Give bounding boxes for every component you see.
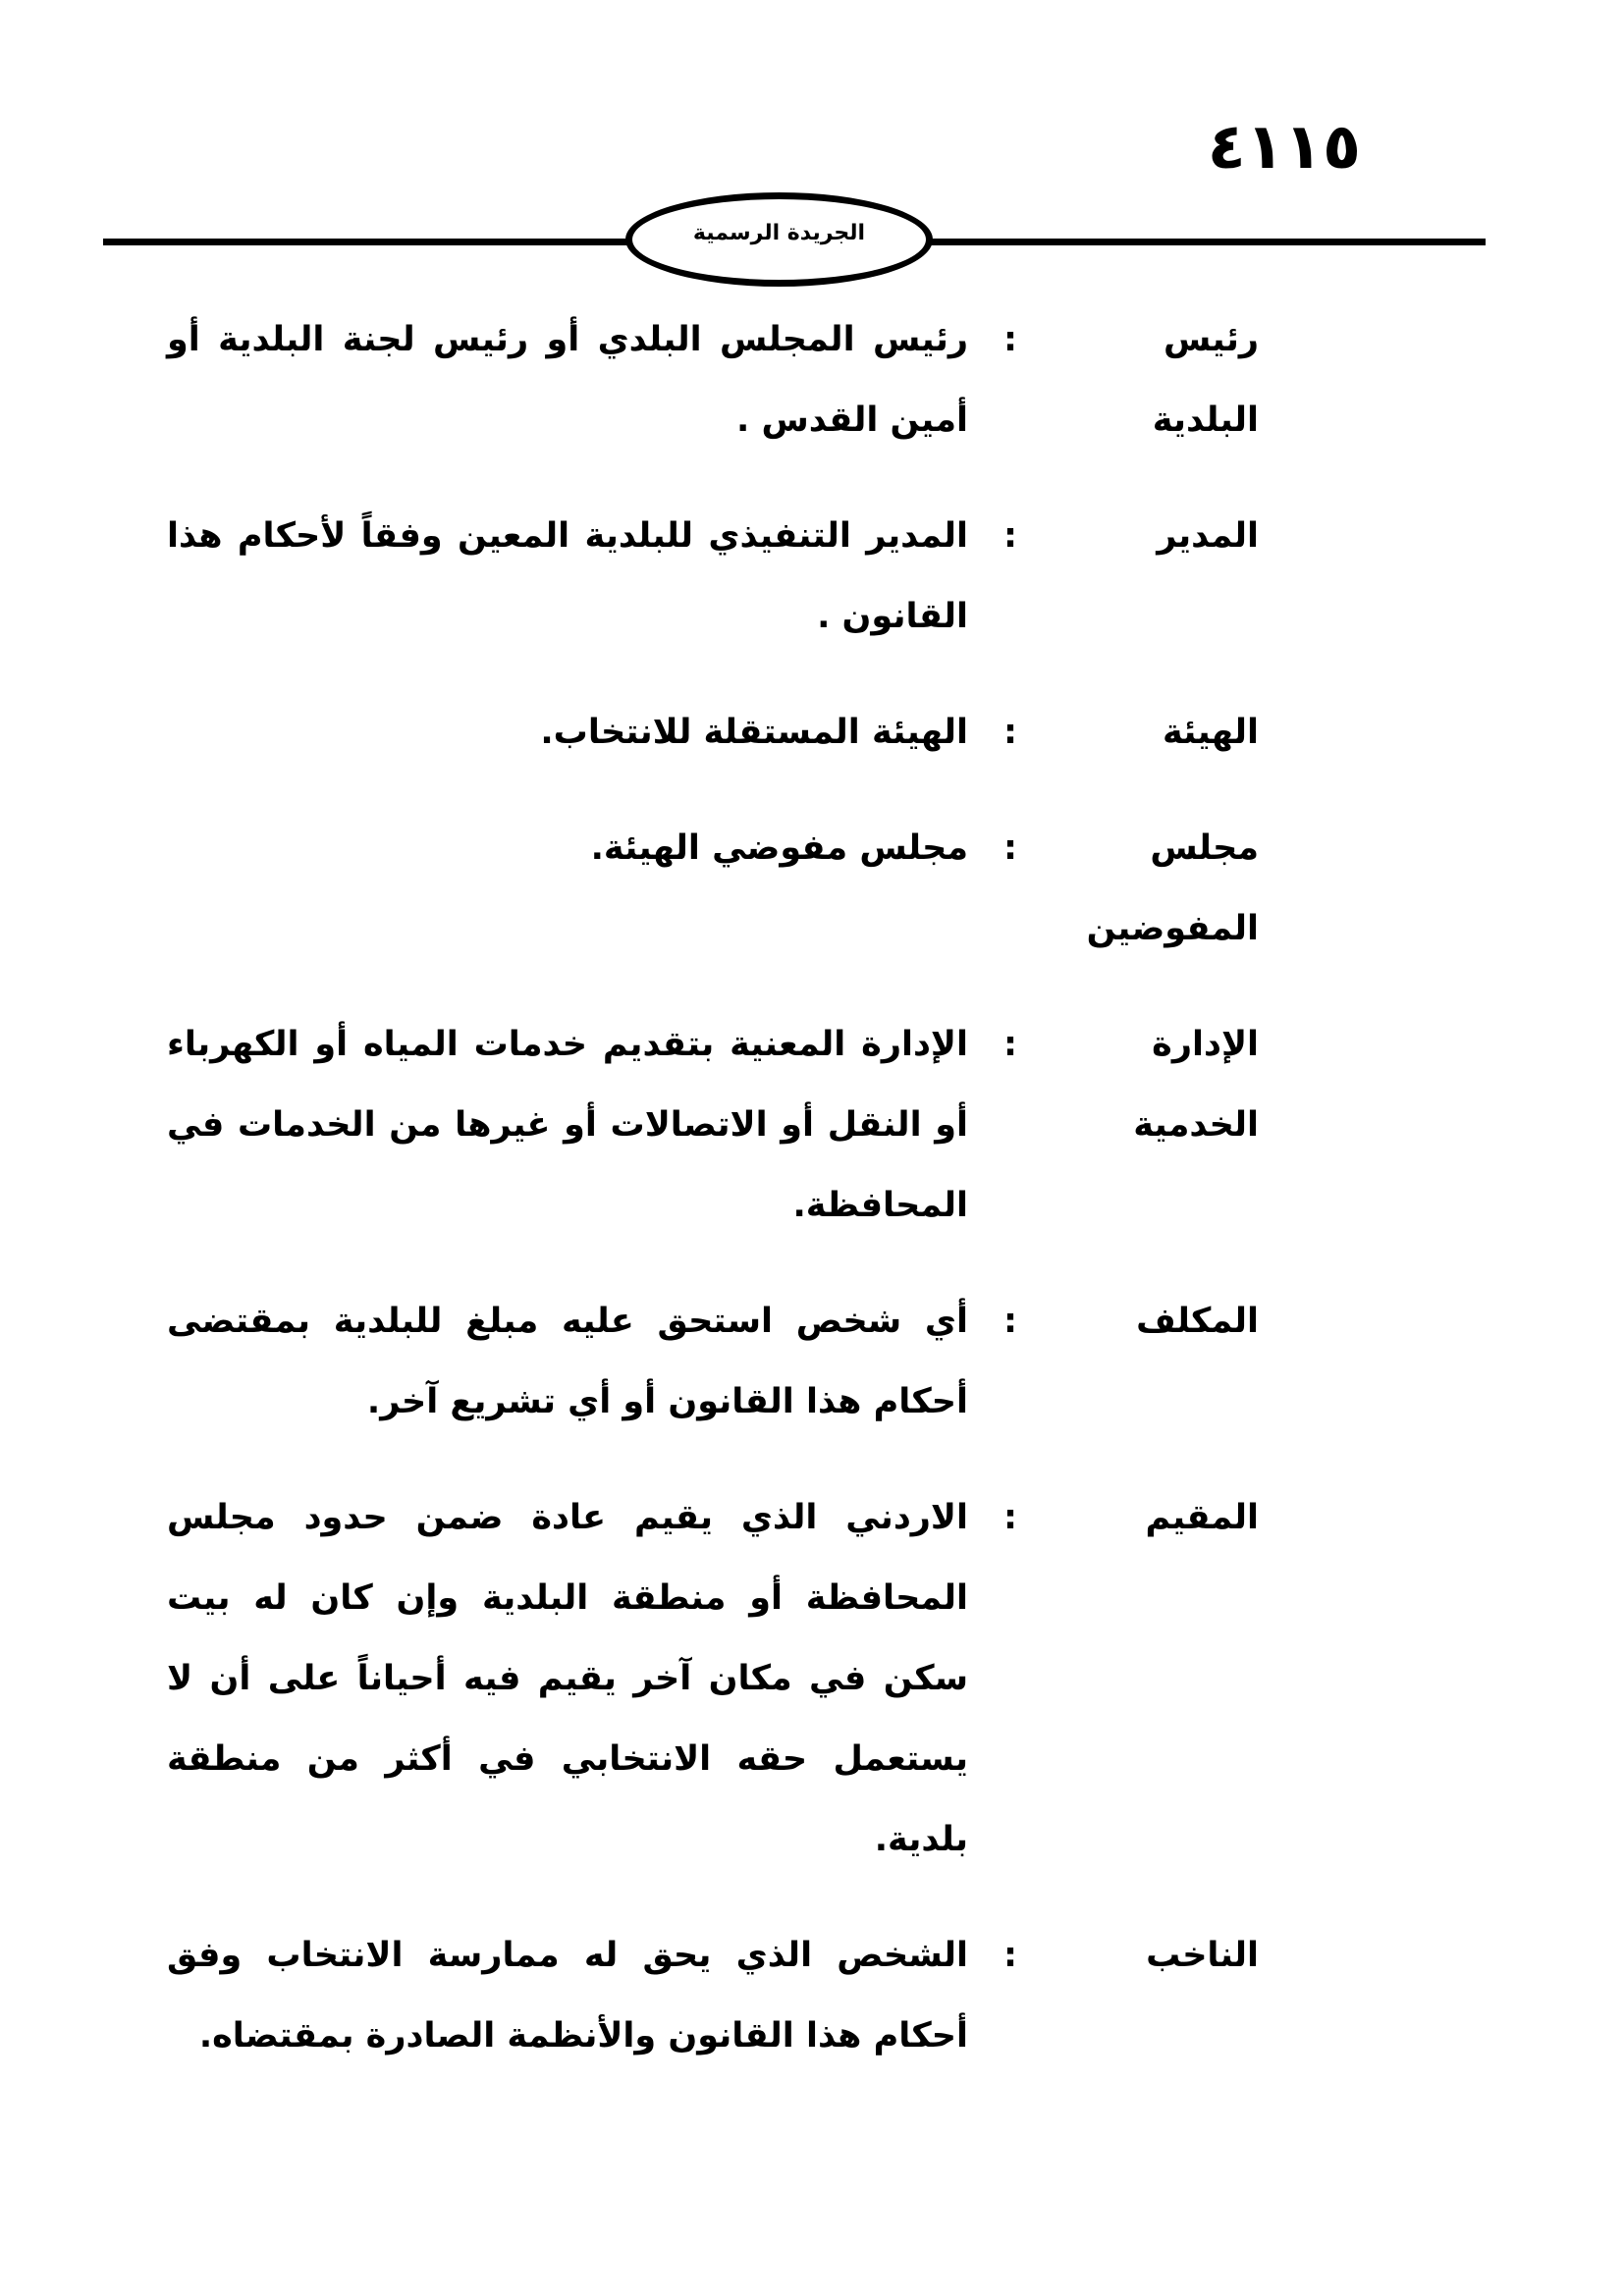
term: الناخب bbox=[1146, 1936, 1259, 1975]
colon: : bbox=[1003, 1936, 1017, 1975]
definition-row-commission bbox=[167, 692, 1259, 773]
definition-row-resident bbox=[167, 1477, 1259, 1880]
definition-text: أي شخص استحق عليه مبلغ للبلدية بمقتضى أحكام هذا القانون أو أي تشريع آخر. bbox=[167, 1302, 968, 1421]
colon: : bbox=[1003, 828, 1017, 868]
definition-text: المدير التنفيذي للبلدية المعين وفقاً لأحكام هذا القانون . bbox=[167, 516, 968, 636]
definitions-list bbox=[167, 299, 1259, 2111]
definition-text: الإدارة المعنية بتقديم خدمات المياه أو الكهرباء أو النقل أو الاتصالات أو غيرها من الخدمات في المحافظة. bbox=[167, 1025, 968, 1225]
definition-text: رئيس المجلس البلدي أو رئيس لجنة البلدية أو أمين القدس . bbox=[167, 320, 968, 440]
definition-row-taxpayer bbox=[167, 1281, 1259, 1442]
colon: : bbox=[1003, 516, 1017, 556]
term: رئيس البلدية bbox=[1152, 320, 1259, 440]
colon: : bbox=[1003, 1302, 1017, 1341]
definition-row-mayor bbox=[167, 299, 1259, 460]
term: المقيم bbox=[1145, 1498, 1259, 1537]
gazette-title: الجريدة الرسمية bbox=[692, 220, 866, 245]
term: المكلف bbox=[1136, 1302, 1259, 1341]
term: الإدارة الخدمية bbox=[1133, 1025, 1259, 1145]
gazette-title-oval bbox=[625, 192, 933, 287]
definition-text: الهيئة المستقلة للانتخاب. bbox=[540, 713, 968, 752]
colon: : bbox=[1003, 713, 1017, 752]
definition-text: مجلس مفوضي الهيئة. bbox=[590, 828, 968, 868]
colon: : bbox=[1003, 1025, 1017, 1064]
definition-row-board-of-commissioners bbox=[167, 808, 1259, 969]
term: المدير bbox=[1157, 516, 1259, 556]
term: الهيئة bbox=[1162, 713, 1259, 752]
definition-row-service-administration bbox=[167, 1004, 1259, 1246]
definition-text: الشخص الذي يحق له ممارسة الانتخاب وفق أحكام هذا القانون والأنظمة الصادرة بمقتضاه. bbox=[167, 1936, 968, 2056]
colon: : bbox=[1003, 1498, 1017, 1537]
definition-text: الاردني الذي يقيم عادة ضمن حدود مجلس المحافظة أو منطقة البلدية وإن كان له بيت سكن في مكان آخر يقيم فيه أحياناً على أن لا يستعمل حقه الانتخابي في أكثر من منطقة بلدية. bbox=[167, 1498, 968, 1859]
term: مجلس المفوضين bbox=[1086, 828, 1259, 948]
definition-row-voter bbox=[167, 1915, 1259, 2076]
colon: : bbox=[1003, 320, 1017, 359]
page-number: ٤١١٥ bbox=[1207, 111, 1361, 184]
definition-row-director bbox=[167, 496, 1259, 657]
